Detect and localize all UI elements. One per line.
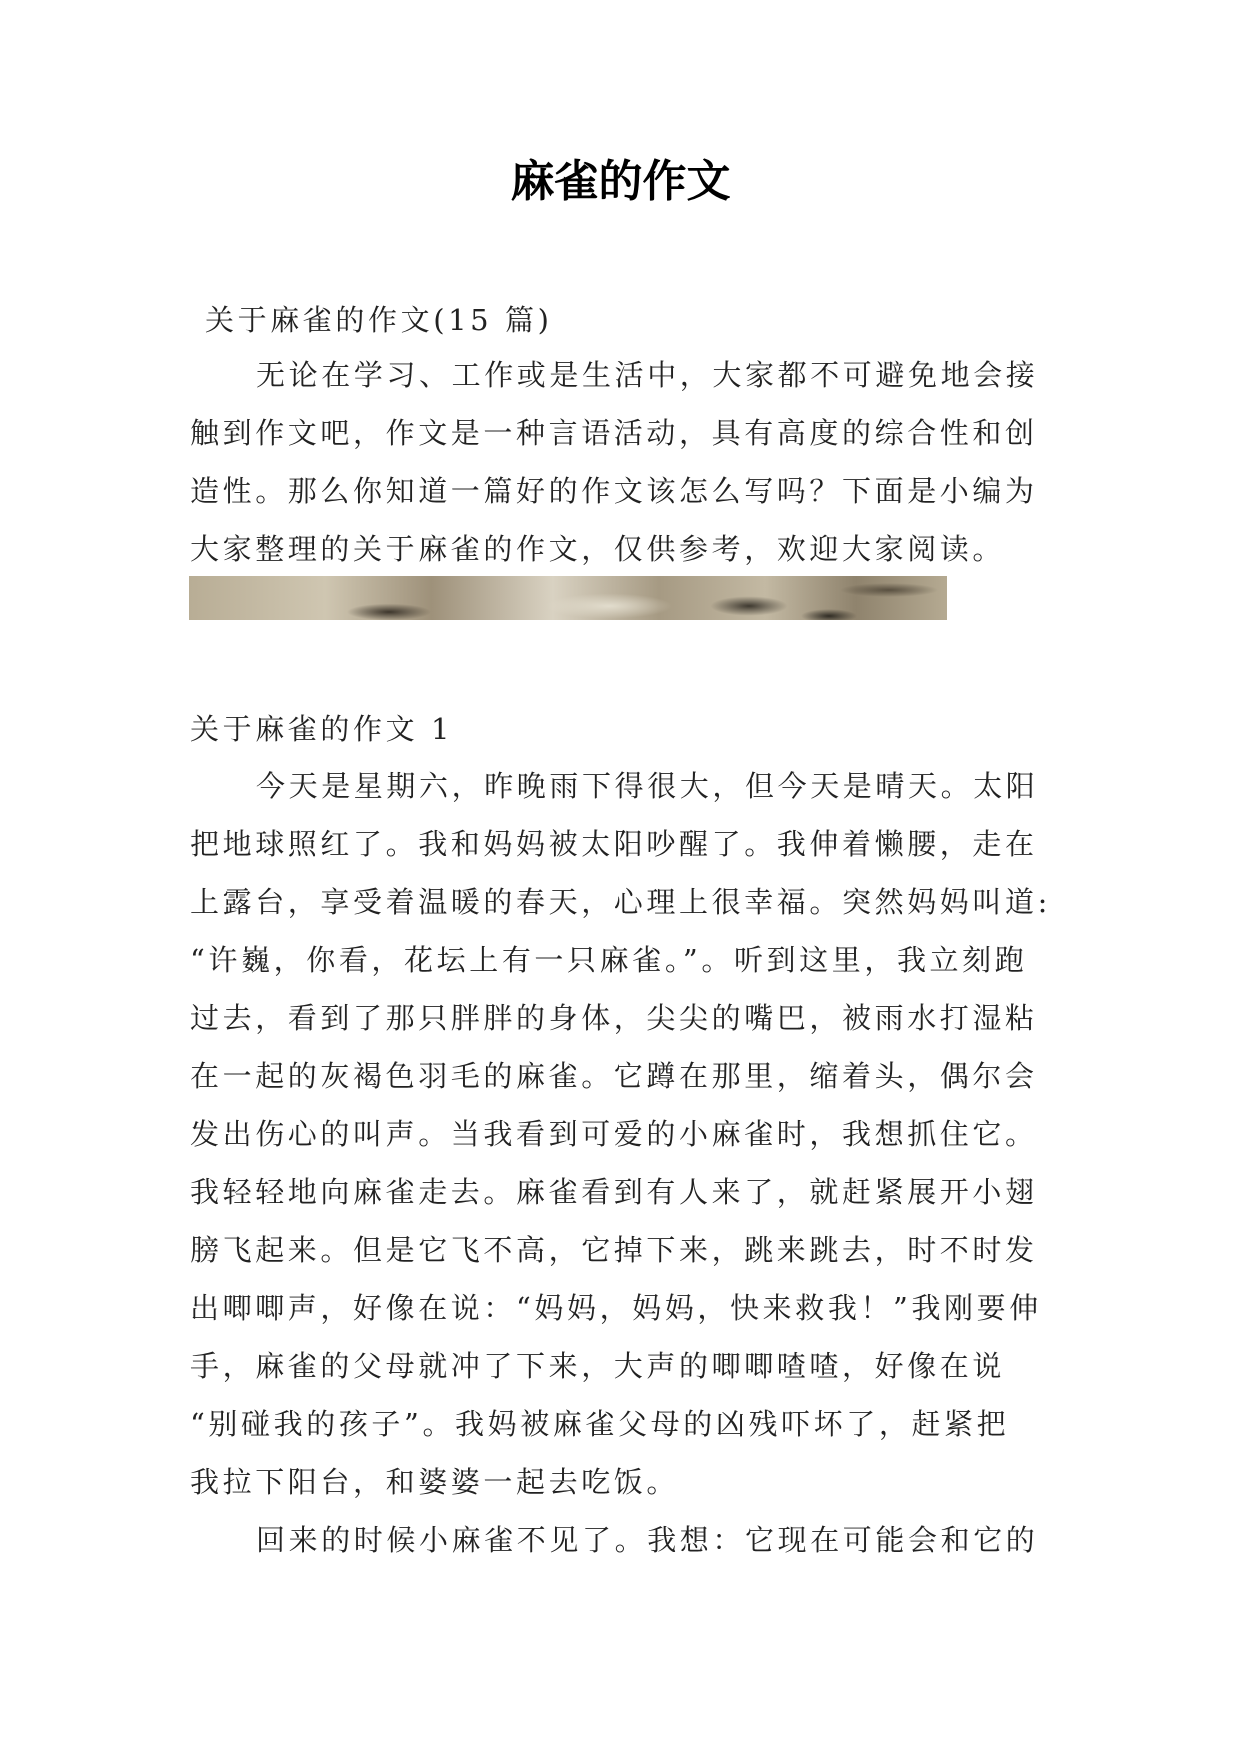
essay-line: 把地球照红了。我和妈妈被太阳吵醒了。我伸着懒腰，走在 bbox=[190, 827, 1038, 861]
essay-line: 发出伤心的叫声。当我看到可爱的小麻雀时，我想抓住它。 bbox=[190, 1117, 1038, 1151]
essay-line: “别碰我的孩子”。我妈被麻雀父母的凶残吓坏了，赶紧把 bbox=[190, 1407, 1010, 1441]
essay-line: 我拉下阳台，和婆婆一起去吃饭。 bbox=[190, 1465, 680, 1499]
intro-line: 触到作文吧，作文是一种言语活动，具有高度的综合性和创 bbox=[190, 416, 1038, 450]
essay-line: 回来的时候小麻雀不见了。我想：它现在可能会和它的 bbox=[256, 1523, 1039, 1557]
essay-line: 出唧唧声，好像在说：“妈妈，妈妈，快来救我！”我刚要伸 bbox=[190, 1291, 1042, 1325]
essay-paragraphs bbox=[190, 757, 1070, 1569]
intro-paragraph bbox=[190, 346, 1070, 578]
intro-line: 无论在学习、工作或是生活中，大家都不可避免地会接 bbox=[256, 358, 1039, 392]
intro-line: 大家整理的关于麻雀的作文，仅供参考，欢迎大家阅读。 bbox=[190, 532, 1006, 566]
section-heading: 关于麻雀的作文 1 bbox=[190, 712, 454, 746]
essay-line: 过去，看到了那只胖胖的身体，尖尖的嘴巴，被雨水打湿粘 bbox=[190, 1001, 1038, 1035]
essay-line: “许巍，你看，花坛上有一只麻雀。”。听到这里，我立刻跑 bbox=[190, 943, 1028, 977]
document-title: 麻雀的作文 bbox=[510, 156, 731, 207]
sparrow-photo-strip bbox=[189, 576, 947, 620]
document-subtitle: 关于麻雀的作文(15 篇) bbox=[205, 303, 553, 337]
essay-line: 在一起的灰褐色羽毛的麻雀。它蹲在那里，缩着头，偶尔会 bbox=[190, 1059, 1038, 1093]
essay-line: 上露台，享受着温暖的春天，心理上很幸福。突然妈妈叫道: bbox=[190, 885, 1051, 919]
essay-line: 膀飞起来。但是它飞不高，它掉下来，跳来跳去，时不时发 bbox=[190, 1233, 1038, 1267]
essay-line: 我轻轻地向麻雀走去。麻雀看到有人来了，就赶紧展开小翅 bbox=[190, 1175, 1038, 1209]
intro-line: 造性。那么你知道一篇好的作文该怎么写吗？下面是小编为 bbox=[190, 474, 1038, 508]
essay-line: 手，麻雀的父母就冲了下来，大声的唧唧喳喳，好像在说 bbox=[190, 1349, 1006, 1383]
essay-line: 今天是星期六，昨晚雨下得很大，但今天是晴天。太阳 bbox=[256, 769, 1039, 803]
